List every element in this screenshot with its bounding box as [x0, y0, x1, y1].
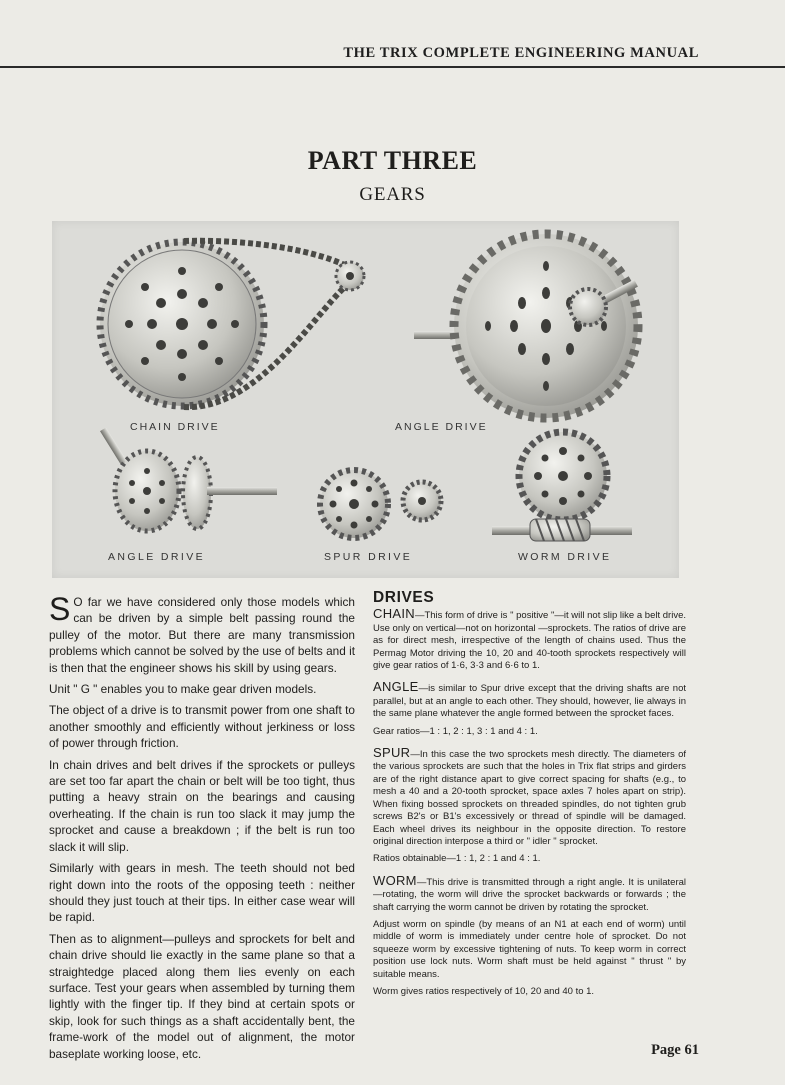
worm-text: —This drive is transmitted through a right angle. It is unilateral—rotating, the worm will drive the sprocket backwards or forwards ; the shaft carrying the worm cannot be driven by rotating the sprocket.	[373, 876, 686, 913]
chain-text: —This form of drive is " positive "—it will not slip like a belt drive. Use only on vertical—not on horizontal —sprockets. The ratios of drive are as for direct mesh, irrespective of the length of chains used. Thus the Permag Motor driving the 10, 20 and 40-tooth sprockets respectively will give gear ratios of 1·6, 3·3 and 6·6 to 1.	[373, 610, 686, 672]
angle-drive-sprocket-top	[414, 234, 638, 418]
part-title: PART THREE	[307, 146, 478, 175]
intro-paragraph	[49, 591, 355, 676]
intro-text: O far we have considered only those models which can be driven by a simple belt passing round the pulley of the motor. But there are many transmission problems which cannot be solved by the use of belts and it is then that the engineer shows his skill by using gears.	[49, 595, 355, 675]
spur-term: SPUR	[373, 745, 411, 761]
worm-paragraph	[373, 872, 686, 914]
chain-paragraph	[373, 608, 686, 672]
caption-chain-drive: CHAIN DRIVE	[130, 421, 220, 433]
chain-drive-sprocket-large	[100, 242, 264, 406]
gears-illustration	[52, 221, 679, 578]
chain-drive-sprocket-small	[336, 262, 364, 290]
worm-term: WORM	[373, 872, 417, 888]
chain-term: CHAIN	[373, 606, 415, 622]
caption-spur-drive: SPUR DRIVE	[324, 551, 413, 563]
unit-g-paragraph: Unit " G " enables you to make gear driven models.	[49, 682, 317, 697]
spur-paragraph	[373, 747, 686, 848]
angle-ratios: Gear ratios—1 : 1, 2 : 1, 3 : 1 and 4 : 1.	[373, 725, 538, 737]
caption-angle-drive-bottom: ANGLE DRIVE	[108, 551, 206, 563]
angle-text: —is similar to Spur drive except that the driving shafts are not parallel, but at an angle to each other. They should, however, lie always in the same plane whatever the angle formed between the sprocket faces.	[373, 683, 686, 720]
intro-column	[49, 591, 355, 1067]
worm-adjust-paragraph: Adjust worm on spindle (by means of an N1 at each end of worm) until middle of worm is immediately under centre hole of sprocket. Do not squeeze worm by excessive tightening of nuts. To keep worm in correct position use lock nuts. Worm shaft must be held against " thrust " by suitable means.	[373, 918, 686, 980]
caption-worm-drive: WORM DRIVE	[518, 551, 612, 563]
alignment-paragraph: Then as to alignment—pulleys and sprockets for belt and chain drive should lie exactly in the same plane so that a straightedge placed along them lies evenly on each surface. Test your gears when assembled by turning them lightly with the finger tip. If they bind at certain spots or skip, look for such things as a shaft accidentally bent, the frame-work of the model out of alignment, the motor baseplate working loose, etc.	[49, 931, 355, 1061]
angle-drive-sprocket-bottom	[100, 427, 277, 531]
gears-mesh-paragraph: Similarly with gears in mesh. The teeth should not bed right down into the roots of the opposing teeth : neither should they just touch at their tips. In either case wear will be rapid.	[49, 861, 355, 925]
drop-cap: S	[49, 591, 71, 627]
spur-text: —In this case the two sprockets mesh directly. The diameters of the various sprockets are such that the holes in Trix flat strips and girders are of the right distance apart to give correct spacing for shafts (e.g., to mesh a 40 and a 20-tooth sprocket, space axles 7 holes apart on strip). When fixing bossed sprockets on threaded spindles, do not tighten grub screws B2's or B1's excessively or thread of spindle will be damaged. Each wheel drives its neighbour in the opposite direction. To restore original direction interpose a third or " idler " sprocket.	[373, 749, 686, 847]
drive-object-paragraph: The object of a drive is to transmit power from one shaft to another smoothly and efficiently without jerkiness or loss of power through friction.	[49, 703, 355, 751]
gears-photo	[52, 221, 679, 578]
spur-drive-sprockets	[320, 470, 441, 538]
worm-drive	[492, 432, 632, 541]
caption-angle-drive-top: ANGLE DRIVE	[395, 421, 488, 433]
running-header: THE TRIX COMPLETE ENGINEERING MANUAL	[343, 45, 699, 61]
spur-ratios: Ratios obtainable—1 : 1, 2 : 1 and 4 : 1.	[373, 853, 541, 865]
drives-heading: DRIVES	[373, 589, 435, 606]
header-rule	[0, 66, 785, 68]
angle-paragraph	[373, 681, 686, 720]
worm-ratios: Worm gives ratios respectively of 10, 20 and 40 to 1.	[373, 985, 595, 997]
angle-term: ANGLE	[373, 679, 419, 695]
page-number: Page 61	[651, 1042, 699, 1058]
drives-column	[373, 589, 686, 1003]
section-title: GEARS	[359, 184, 426, 205]
chain-belt-paragraph: In chain drives and belt drives if the sprockets or pulleys are set too far apart the chain or belt will be too tight, thus putting a heavy strain on the bearings and causing overheating. If the chain is run too slack it may jump the sprocket and cause a breakdown ; if the belt is run too slack it will slip.	[49, 757, 355, 854]
